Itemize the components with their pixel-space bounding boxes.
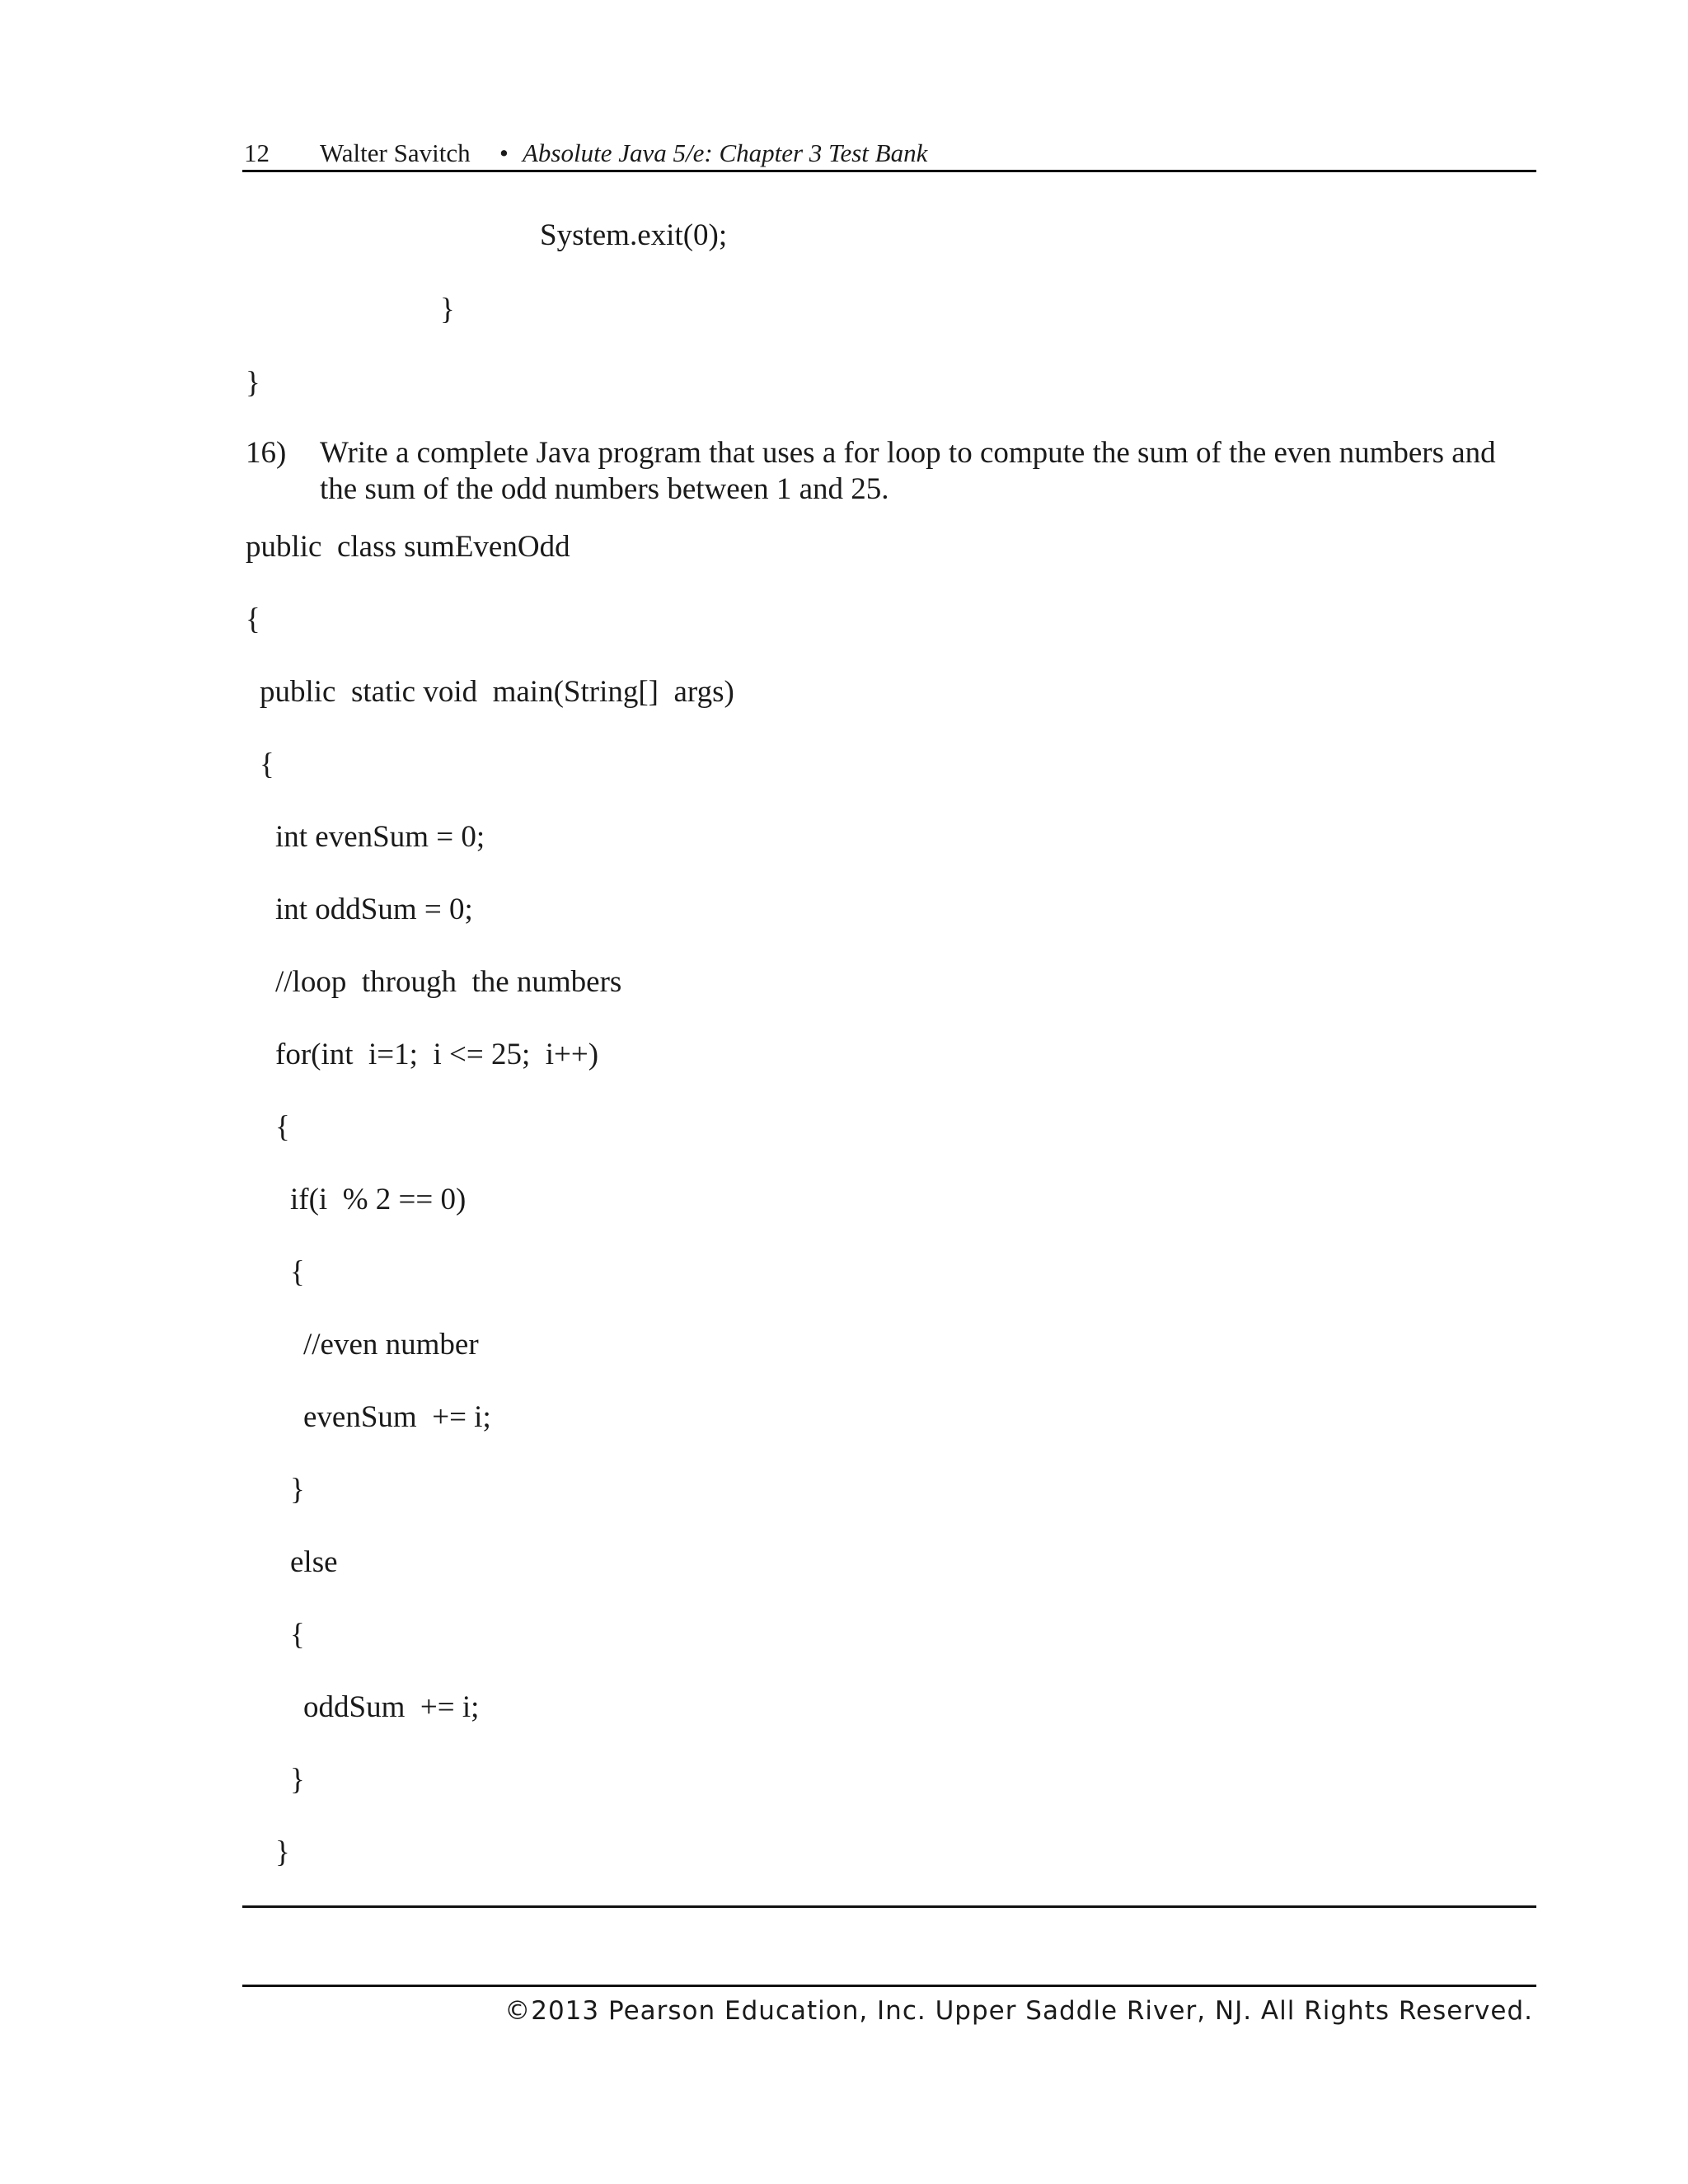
running-header (244, 137, 1536, 170)
code-line: oddSum += i; (303, 1690, 480, 1724)
code-line: public static void main(String[] args) (260, 675, 734, 709)
code-line: evenSum += i; (303, 1400, 491, 1434)
code-line: { (290, 1618, 305, 1652)
code-line: } (290, 1473, 305, 1507)
code-line: public class sumEvenOdd (246, 530, 570, 564)
header-separator: • (499, 138, 509, 167)
page-number: 12 (244, 138, 270, 167)
question-text: Write a complete Java program that uses a for loop to compute the sum of the even numbers and the sum of the odd numbers between 1 and 25. (320, 436, 1496, 506)
code-line: } (440, 293, 455, 326)
code-line: { (290, 1255, 305, 1289)
code-line: int oddSum = 0; (275, 893, 473, 926)
copyright-footer: ©2013 Pearson Education, Inc. Upper Saddle River, NJ. All Rights Reserved. (504, 1996, 1533, 2026)
footer-rule (242, 1985, 1536, 1987)
code-line: //loop through the numbers (275, 965, 622, 999)
code-line: if(i % 2 == 0) (290, 1183, 467, 1216)
code-line: System.exit(0); (540, 218, 728, 252)
code-line: } (290, 1763, 305, 1797)
code-line: { (246, 602, 260, 636)
header-book-title: Absolute Java 5/e: Chapter 3 Test Bank (523, 138, 928, 167)
content-bottom-rule (242, 1905, 1536, 1908)
header-author: Walter Savitch (320, 138, 471, 167)
code-line: int evenSum = 0; (275, 820, 485, 854)
code-line: { (275, 1110, 290, 1144)
code-line: for(int i=1; i <= 25; i++) (275, 1038, 599, 1071)
code-line: } (275, 1835, 290, 1869)
code-line: { (260, 748, 274, 781)
code-line: } (246, 366, 260, 400)
code-line: //even number (303, 1328, 479, 1361)
header-rule (242, 170, 1536, 172)
question-number: 16) (246, 436, 287, 470)
code-line: else (290, 1545, 338, 1579)
